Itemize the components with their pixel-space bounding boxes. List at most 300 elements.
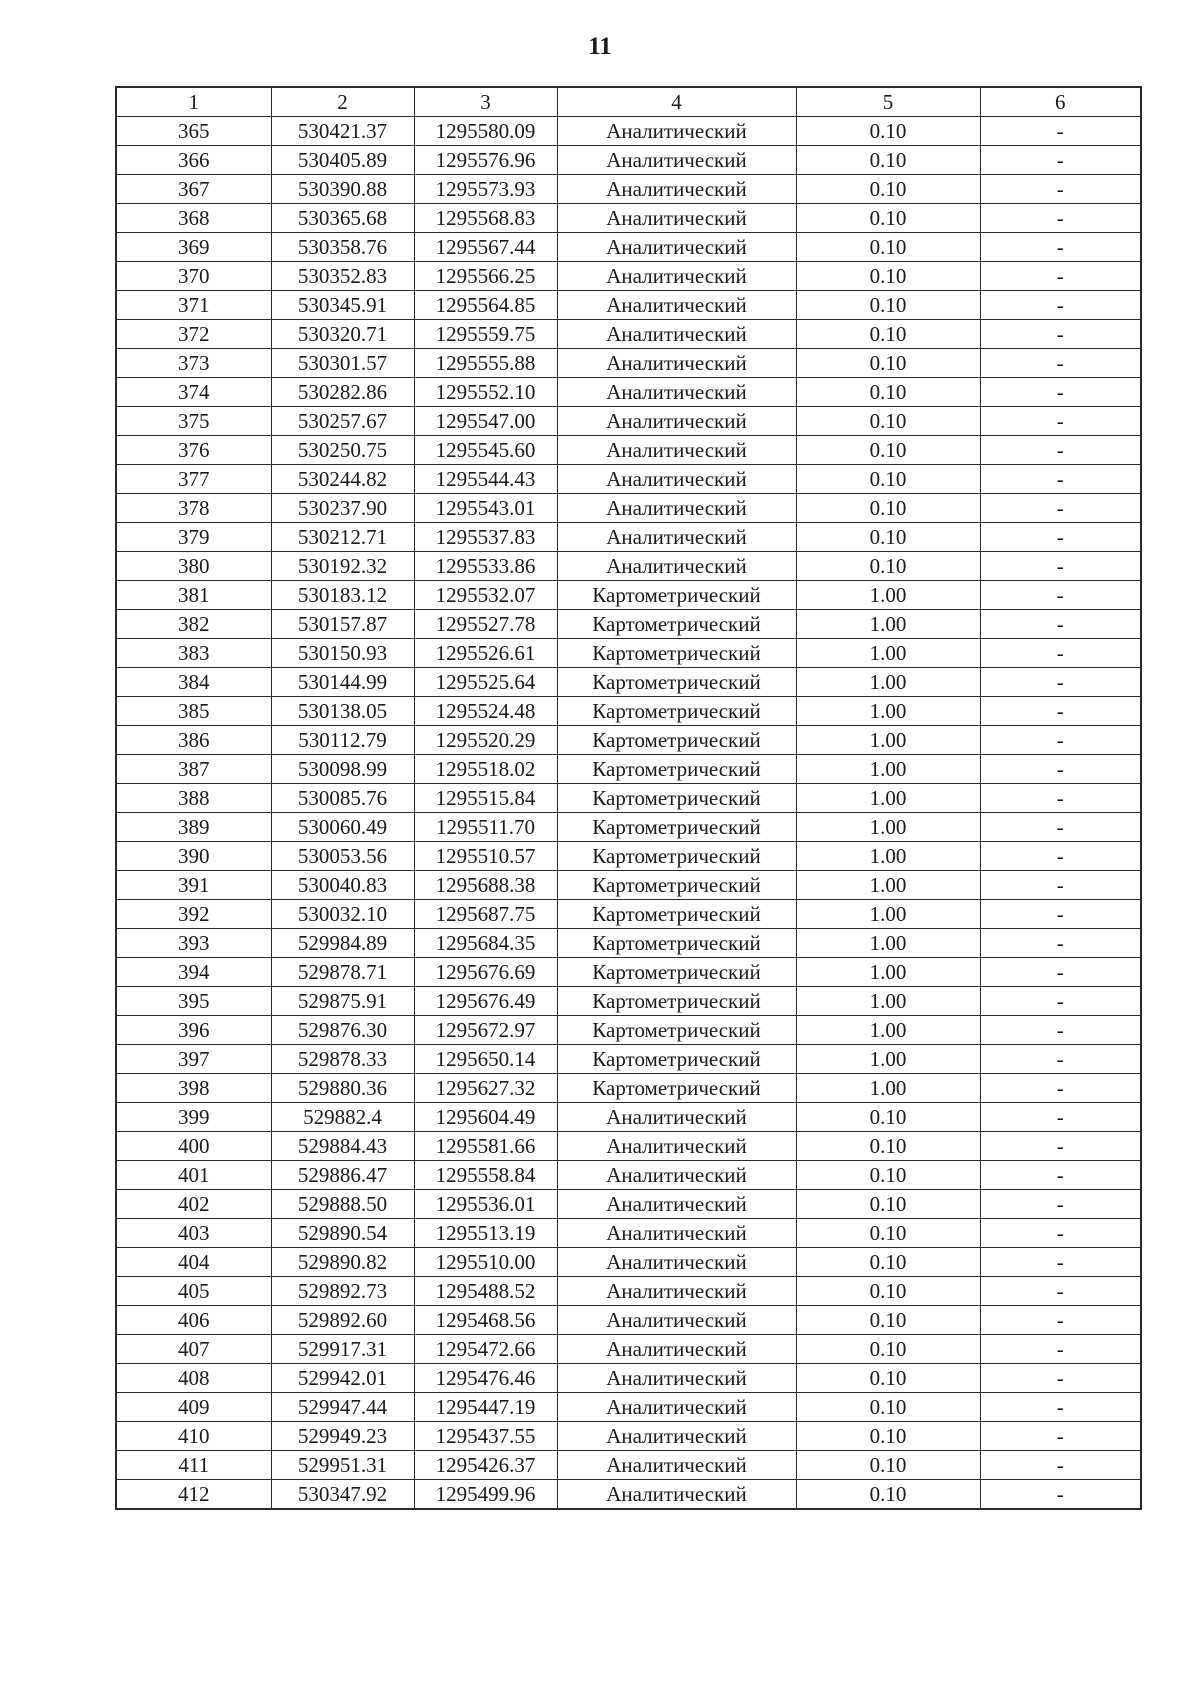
point-number-cell: 376 bbox=[116, 436, 271, 465]
y-coordinate-cell: 1295518.02 bbox=[414, 755, 557, 784]
accuracy-cell: 0.10 bbox=[796, 1219, 980, 1248]
y-coordinate-cell: 1295510.00 bbox=[414, 1248, 557, 1277]
point-number-cell: 367 bbox=[116, 175, 271, 204]
point-number-cell: 379 bbox=[116, 523, 271, 552]
page-number: 11 bbox=[588, 33, 612, 60]
method-cell: Аналитический bbox=[557, 262, 796, 291]
accuracy-cell: 0.10 bbox=[796, 320, 980, 349]
accuracy-cell: 1.00 bbox=[796, 842, 980, 871]
y-coordinate-cell: 1295559.75 bbox=[414, 320, 557, 349]
accuracy-cell: 1.00 bbox=[796, 610, 980, 639]
method-cell: Аналитический bbox=[557, 1335, 796, 1364]
x-coordinate-cell: 529886.47 bbox=[271, 1161, 414, 1190]
x-coordinate-cell: 530345.91 bbox=[271, 291, 414, 320]
method-cell: Аналитический bbox=[557, 1277, 796, 1306]
table-row bbox=[116, 1045, 1141, 1074]
point-number-cell: 368 bbox=[116, 204, 271, 233]
method-cell: Аналитический bbox=[557, 407, 796, 436]
x-coordinate-cell: 530421.37 bbox=[271, 117, 414, 146]
point-number-cell: 409 bbox=[116, 1393, 271, 1422]
note-cell: - bbox=[980, 755, 1141, 784]
accuracy-cell: 1.00 bbox=[796, 987, 980, 1016]
header-cell-6: 6 bbox=[980, 87, 1141, 117]
y-coordinate-cell: 1295513.19 bbox=[414, 1219, 557, 1248]
x-coordinate-cell: 530237.90 bbox=[271, 494, 414, 523]
note-cell: - bbox=[980, 639, 1141, 668]
accuracy-cell: 0.10 bbox=[796, 1161, 980, 1190]
accuracy-cell: 0.10 bbox=[796, 1451, 980, 1480]
header-cell-5: 5 bbox=[796, 87, 980, 117]
y-coordinate-cell: 1295426.37 bbox=[414, 1451, 557, 1480]
x-coordinate-cell: 530150.93 bbox=[271, 639, 414, 668]
x-coordinate-cell: 530390.88 bbox=[271, 175, 414, 204]
note-cell: - bbox=[980, 1132, 1141, 1161]
accuracy-cell: 0.10 bbox=[796, 291, 980, 320]
y-coordinate-cell: 1295488.52 bbox=[414, 1277, 557, 1306]
table-row bbox=[116, 1074, 1141, 1103]
point-number-cell: 397 bbox=[116, 1045, 271, 1074]
table-row bbox=[116, 1451, 1141, 1480]
x-coordinate-cell: 530365.68 bbox=[271, 204, 414, 233]
y-coordinate-cell: 1295567.44 bbox=[414, 233, 557, 262]
table-row bbox=[116, 813, 1141, 842]
table-row bbox=[116, 784, 1141, 813]
table-row bbox=[116, 349, 1141, 378]
note-cell: - bbox=[980, 1480, 1141, 1510]
x-coordinate-cell: 530085.76 bbox=[271, 784, 414, 813]
table-row bbox=[116, 494, 1141, 523]
y-coordinate-cell: 1295537.83 bbox=[414, 523, 557, 552]
note-cell: - bbox=[980, 1190, 1141, 1219]
header-cell-3: 3 bbox=[414, 87, 557, 117]
point-number-cell: 408 bbox=[116, 1364, 271, 1393]
note-cell: - bbox=[980, 929, 1141, 958]
table-row bbox=[116, 697, 1141, 726]
note-cell: - bbox=[980, 1016, 1141, 1045]
x-coordinate-cell: 530060.49 bbox=[271, 813, 414, 842]
method-cell: Аналитический bbox=[557, 1480, 796, 1510]
accuracy-cell: 1.00 bbox=[796, 1074, 980, 1103]
accuracy-cell: 0.10 bbox=[796, 1103, 980, 1132]
accuracy-cell: 0.10 bbox=[796, 1132, 980, 1161]
note-cell: - bbox=[980, 1045, 1141, 1074]
note-cell: - bbox=[980, 1364, 1141, 1393]
point-number-cell: 390 bbox=[116, 842, 271, 871]
accuracy-cell: 1.00 bbox=[796, 871, 980, 900]
method-cell: Аналитический bbox=[557, 204, 796, 233]
header-cell-2: 2 bbox=[271, 87, 414, 117]
note-cell: - bbox=[980, 726, 1141, 755]
accuracy-cell: 0.10 bbox=[796, 436, 980, 465]
accuracy-cell: 1.00 bbox=[796, 581, 980, 610]
point-number-cell: 412 bbox=[116, 1480, 271, 1510]
accuracy-cell: 0.10 bbox=[796, 233, 980, 262]
table-body bbox=[116, 117, 1141, 1510]
note-cell: - bbox=[980, 291, 1141, 320]
note-cell: - bbox=[980, 1248, 1141, 1277]
point-number-cell: 381 bbox=[116, 581, 271, 610]
point-number-cell: 389 bbox=[116, 813, 271, 842]
note-cell: - bbox=[980, 378, 1141, 407]
y-coordinate-cell: 1295515.84 bbox=[414, 784, 557, 813]
method-cell: Аналитический bbox=[557, 349, 796, 378]
note-cell: - bbox=[980, 1219, 1141, 1248]
note-cell: - bbox=[980, 1161, 1141, 1190]
table-row bbox=[116, 262, 1141, 291]
method-cell: Аналитический bbox=[557, 1422, 796, 1451]
x-coordinate-cell: 530157.87 bbox=[271, 610, 414, 639]
x-coordinate-cell: 530301.57 bbox=[271, 349, 414, 378]
point-number-cell: 407 bbox=[116, 1335, 271, 1364]
accuracy-cell: 0.10 bbox=[796, 1190, 980, 1219]
table-row bbox=[116, 320, 1141, 349]
note-cell: - bbox=[980, 900, 1141, 929]
table-row bbox=[116, 958, 1141, 987]
table-row bbox=[116, 1277, 1141, 1306]
y-coordinate-cell: 1295566.25 bbox=[414, 262, 557, 291]
table-row bbox=[116, 1016, 1141, 1045]
x-coordinate-cell: 529949.23 bbox=[271, 1422, 414, 1451]
x-coordinate-cell: 530144.99 bbox=[271, 668, 414, 697]
point-number-cell: 382 bbox=[116, 610, 271, 639]
accuracy-cell: 1.00 bbox=[796, 784, 980, 813]
method-cell: Аналитический bbox=[557, 291, 796, 320]
y-coordinate-cell: 1295558.84 bbox=[414, 1161, 557, 1190]
method-cell: Аналитический bbox=[557, 1248, 796, 1277]
y-coordinate-cell: 1295676.69 bbox=[414, 958, 557, 987]
method-cell: Аналитический bbox=[557, 233, 796, 262]
x-coordinate-cell: 529884.43 bbox=[271, 1132, 414, 1161]
note-cell: - bbox=[980, 465, 1141, 494]
point-number-cell: 386 bbox=[116, 726, 271, 755]
point-number-cell: 402 bbox=[116, 1190, 271, 1219]
point-number-cell: 380 bbox=[116, 552, 271, 581]
x-coordinate-cell: 529878.33 bbox=[271, 1045, 414, 1074]
table-row bbox=[116, 900, 1141, 929]
point-number-cell: 373 bbox=[116, 349, 271, 378]
note-cell: - bbox=[980, 784, 1141, 813]
y-coordinate-cell: 1295627.32 bbox=[414, 1074, 557, 1103]
table-row bbox=[116, 1306, 1141, 1335]
note-cell: - bbox=[980, 1306, 1141, 1335]
accuracy-cell: 0.10 bbox=[796, 523, 980, 552]
accuracy-cell: 1.00 bbox=[796, 958, 980, 987]
accuracy-cell: 0.10 bbox=[796, 552, 980, 581]
y-coordinate-cell: 1295524.48 bbox=[414, 697, 557, 726]
x-coordinate-cell: 530212.71 bbox=[271, 523, 414, 552]
note-cell: - bbox=[980, 262, 1141, 291]
accuracy-cell: 1.00 bbox=[796, 697, 980, 726]
note-cell: - bbox=[980, 436, 1141, 465]
y-coordinate-cell: 1295525.64 bbox=[414, 668, 557, 697]
method-cell: Картометрический bbox=[557, 929, 796, 958]
y-coordinate-cell: 1295437.55 bbox=[414, 1422, 557, 1451]
accuracy-cell: 0.10 bbox=[796, 262, 980, 291]
method-cell: Картометрический bbox=[557, 900, 796, 929]
x-coordinate-cell: 529892.73 bbox=[271, 1277, 414, 1306]
point-number-cell: 391 bbox=[116, 871, 271, 900]
table-row bbox=[116, 871, 1141, 900]
point-number-cell: 385 bbox=[116, 697, 271, 726]
y-coordinate-cell: 1295545.60 bbox=[414, 436, 557, 465]
y-coordinate-cell: 1295447.19 bbox=[414, 1393, 557, 1422]
accuracy-cell: 0.10 bbox=[796, 146, 980, 175]
point-number-cell: 377 bbox=[116, 465, 271, 494]
x-coordinate-cell: 530032.10 bbox=[271, 900, 414, 929]
table-row bbox=[116, 1422, 1141, 1451]
method-cell: Картометрический bbox=[557, 639, 796, 668]
header-row bbox=[116, 87, 1141, 117]
table-row bbox=[116, 639, 1141, 668]
point-number-cell: 404 bbox=[116, 1248, 271, 1277]
x-coordinate-cell: 530053.56 bbox=[271, 842, 414, 871]
note-cell: - bbox=[980, 349, 1141, 378]
method-cell: Картометрический bbox=[557, 1074, 796, 1103]
x-coordinate-cell: 529947.44 bbox=[271, 1393, 414, 1422]
table-row bbox=[116, 726, 1141, 755]
point-number-cell: 399 bbox=[116, 1103, 271, 1132]
note-cell: - bbox=[980, 117, 1141, 146]
table-row bbox=[116, 175, 1141, 204]
method-cell: Аналитический bbox=[557, 1364, 796, 1393]
table-row bbox=[116, 1219, 1141, 1248]
table-row bbox=[116, 378, 1141, 407]
method-cell: Аналитический bbox=[557, 1132, 796, 1161]
accuracy-cell: 0.10 bbox=[796, 1306, 980, 1335]
table-row bbox=[116, 436, 1141, 465]
note-cell: - bbox=[980, 987, 1141, 1016]
method-cell: Аналитический bbox=[557, 465, 796, 494]
method-cell: Аналитический bbox=[557, 552, 796, 581]
y-coordinate-cell: 1295581.66 bbox=[414, 1132, 557, 1161]
point-number-cell: 406 bbox=[116, 1306, 271, 1335]
point-number-cell: 366 bbox=[116, 146, 271, 175]
method-cell: Картометрический bbox=[557, 755, 796, 784]
x-coordinate-cell: 530250.75 bbox=[271, 436, 414, 465]
accuracy-cell: 0.10 bbox=[796, 1393, 980, 1422]
y-coordinate-cell: 1295676.49 bbox=[414, 987, 557, 1016]
y-coordinate-cell: 1295547.00 bbox=[414, 407, 557, 436]
y-coordinate-cell: 1295472.66 bbox=[414, 1335, 557, 1364]
method-cell: Аналитический bbox=[557, 1161, 796, 1190]
x-coordinate-cell: 530352.83 bbox=[271, 262, 414, 291]
x-coordinate-cell: 530138.05 bbox=[271, 697, 414, 726]
accuracy-cell: 0.10 bbox=[796, 1248, 980, 1277]
point-number-cell: 369 bbox=[116, 233, 271, 262]
note-cell: - bbox=[980, 610, 1141, 639]
point-number-cell: 384 bbox=[116, 668, 271, 697]
y-coordinate-cell: 1295672.97 bbox=[414, 1016, 557, 1045]
accuracy-cell: 0.10 bbox=[796, 1277, 980, 1306]
method-cell: Аналитический bbox=[557, 117, 796, 146]
y-coordinate-cell: 1295536.01 bbox=[414, 1190, 557, 1219]
y-coordinate-cell: 1295543.01 bbox=[414, 494, 557, 523]
note-cell: - bbox=[980, 581, 1141, 610]
method-cell: Аналитический bbox=[557, 378, 796, 407]
method-cell: Аналитический bbox=[557, 1190, 796, 1219]
x-coordinate-cell: 529876.30 bbox=[271, 1016, 414, 1045]
point-number-cell: 371 bbox=[116, 291, 271, 320]
accuracy-cell: 1.00 bbox=[796, 755, 980, 784]
accuracy-cell: 0.10 bbox=[796, 1480, 980, 1510]
point-number-cell: 375 bbox=[116, 407, 271, 436]
point-number-cell: 405 bbox=[116, 1277, 271, 1306]
y-coordinate-cell: 1295476.46 bbox=[414, 1364, 557, 1393]
x-coordinate-cell: 529888.50 bbox=[271, 1190, 414, 1219]
method-cell: Картометрический bbox=[557, 610, 796, 639]
method-cell: Аналитический bbox=[557, 494, 796, 523]
accuracy-cell: 0.10 bbox=[796, 349, 980, 378]
note-cell: - bbox=[980, 1103, 1141, 1132]
accuracy-cell: 1.00 bbox=[796, 1045, 980, 1074]
method-cell: Картометрический bbox=[557, 697, 796, 726]
method-cell: Аналитический bbox=[557, 1393, 796, 1422]
method-cell: Картометрический bbox=[557, 668, 796, 697]
y-coordinate-cell: 1295511.70 bbox=[414, 813, 557, 842]
method-cell: Картометрический bbox=[557, 813, 796, 842]
x-coordinate-cell: 530358.76 bbox=[271, 233, 414, 262]
table-row bbox=[116, 929, 1141, 958]
method-cell: Картометрический bbox=[557, 842, 796, 871]
note-cell: - bbox=[980, 523, 1141, 552]
table-row bbox=[116, 987, 1141, 1016]
table-header bbox=[116, 87, 1141, 117]
method-cell: Картометрический bbox=[557, 987, 796, 1016]
table-row bbox=[116, 204, 1141, 233]
table-row bbox=[116, 1103, 1141, 1132]
accuracy-cell: 1.00 bbox=[796, 900, 980, 929]
note-cell: - bbox=[980, 813, 1141, 842]
y-coordinate-cell: 1295527.78 bbox=[414, 610, 557, 639]
y-coordinate-cell: 1295687.75 bbox=[414, 900, 557, 929]
x-coordinate-cell: 529890.82 bbox=[271, 1248, 414, 1277]
accuracy-cell: 1.00 bbox=[796, 668, 980, 697]
note-cell: - bbox=[980, 552, 1141, 581]
y-coordinate-cell: 1295544.43 bbox=[414, 465, 557, 494]
x-coordinate-cell: 529875.91 bbox=[271, 987, 414, 1016]
x-coordinate-cell: 530183.12 bbox=[271, 581, 414, 610]
method-cell: Аналитический bbox=[557, 436, 796, 465]
point-number-cell: 398 bbox=[116, 1074, 271, 1103]
y-coordinate-cell: 1295580.09 bbox=[414, 117, 557, 146]
table-row bbox=[116, 842, 1141, 871]
point-number-cell: 378 bbox=[116, 494, 271, 523]
method-cell: Аналитический bbox=[557, 1219, 796, 1248]
point-number-cell: 383 bbox=[116, 639, 271, 668]
method-cell: Аналитический bbox=[557, 146, 796, 175]
accuracy-cell: 1.00 bbox=[796, 726, 980, 755]
y-coordinate-cell: 1295499.96 bbox=[414, 1480, 557, 1510]
header-cell-4: 4 bbox=[557, 87, 796, 117]
table-row bbox=[116, 1190, 1141, 1219]
coordinates-table bbox=[115, 86, 1142, 1510]
point-number-cell: 400 bbox=[116, 1132, 271, 1161]
note-cell: - bbox=[980, 1393, 1141, 1422]
y-coordinate-cell: 1295552.10 bbox=[414, 378, 557, 407]
method-cell: Картометрический bbox=[557, 958, 796, 987]
x-coordinate-cell: 529942.01 bbox=[271, 1364, 414, 1393]
method-cell: Картометрический bbox=[557, 784, 796, 813]
accuracy-cell: 1.00 bbox=[796, 813, 980, 842]
point-number-cell: 411 bbox=[116, 1451, 271, 1480]
method-cell: Аналитический bbox=[557, 1306, 796, 1335]
table-row bbox=[116, 668, 1141, 697]
note-cell: - bbox=[980, 697, 1141, 726]
x-coordinate-cell: 530244.82 bbox=[271, 465, 414, 494]
method-cell: Картометрический bbox=[557, 581, 796, 610]
x-coordinate-cell: 530098.99 bbox=[271, 755, 414, 784]
x-coordinate-cell: 529892.60 bbox=[271, 1306, 414, 1335]
note-cell: - bbox=[980, 407, 1141, 436]
point-number-cell: 396 bbox=[116, 1016, 271, 1045]
table-row bbox=[116, 233, 1141, 262]
accuracy-cell: 1.00 bbox=[796, 639, 980, 668]
point-number-cell: 395 bbox=[116, 987, 271, 1016]
x-coordinate-cell: 529878.71 bbox=[271, 958, 414, 987]
table-row bbox=[116, 610, 1141, 639]
table-row bbox=[116, 1335, 1141, 1364]
method-cell: Аналитический bbox=[557, 320, 796, 349]
point-number-cell: 403 bbox=[116, 1219, 271, 1248]
x-coordinate-cell: 530192.32 bbox=[271, 552, 414, 581]
table-row bbox=[116, 1161, 1141, 1190]
x-coordinate-cell: 530320.71 bbox=[271, 320, 414, 349]
accuracy-cell: 0.10 bbox=[796, 465, 980, 494]
note-cell: - bbox=[980, 494, 1141, 523]
note-cell: - bbox=[980, 842, 1141, 871]
y-coordinate-cell: 1295650.14 bbox=[414, 1045, 557, 1074]
note-cell: - bbox=[980, 175, 1141, 204]
method-cell: Аналитический bbox=[557, 1451, 796, 1480]
y-coordinate-cell: 1295510.57 bbox=[414, 842, 557, 871]
point-number-cell: 372 bbox=[116, 320, 271, 349]
point-number-cell: 394 bbox=[116, 958, 271, 987]
accuracy-cell: 0.10 bbox=[796, 204, 980, 233]
table-row bbox=[116, 1480, 1141, 1510]
x-coordinate-cell: 529984.89 bbox=[271, 929, 414, 958]
point-number-cell: 365 bbox=[116, 117, 271, 146]
accuracy-cell: 0.10 bbox=[796, 1422, 980, 1451]
point-number-cell: 374 bbox=[116, 378, 271, 407]
accuracy-cell: 0.10 bbox=[796, 378, 980, 407]
y-coordinate-cell: 1295555.88 bbox=[414, 349, 557, 378]
note-cell: - bbox=[980, 871, 1141, 900]
point-number-cell: 410 bbox=[116, 1422, 271, 1451]
table-row bbox=[116, 465, 1141, 494]
x-coordinate-cell: 530112.79 bbox=[271, 726, 414, 755]
note-cell: - bbox=[980, 204, 1141, 233]
note-cell: - bbox=[980, 668, 1141, 697]
x-coordinate-cell: 529882.4 bbox=[271, 1103, 414, 1132]
accuracy-cell: 0.10 bbox=[796, 117, 980, 146]
y-coordinate-cell: 1295526.61 bbox=[414, 639, 557, 668]
table-row bbox=[116, 1393, 1141, 1422]
y-coordinate-cell: 1295604.49 bbox=[414, 1103, 557, 1132]
x-coordinate-cell: 530040.83 bbox=[271, 871, 414, 900]
accuracy-cell: 0.10 bbox=[796, 1364, 980, 1393]
x-coordinate-cell: 529890.54 bbox=[271, 1219, 414, 1248]
x-coordinate-cell: 530257.67 bbox=[271, 407, 414, 436]
method-cell: Аналитический bbox=[557, 175, 796, 204]
point-number-cell: 387 bbox=[116, 755, 271, 784]
note-cell: - bbox=[980, 146, 1141, 175]
accuracy-cell: 0.10 bbox=[796, 1335, 980, 1364]
method-cell: Картометрический bbox=[557, 1016, 796, 1045]
y-coordinate-cell: 1295688.38 bbox=[414, 871, 557, 900]
table-row bbox=[116, 407, 1141, 436]
note-cell: - bbox=[980, 1074, 1141, 1103]
note-cell: - bbox=[980, 1277, 1141, 1306]
